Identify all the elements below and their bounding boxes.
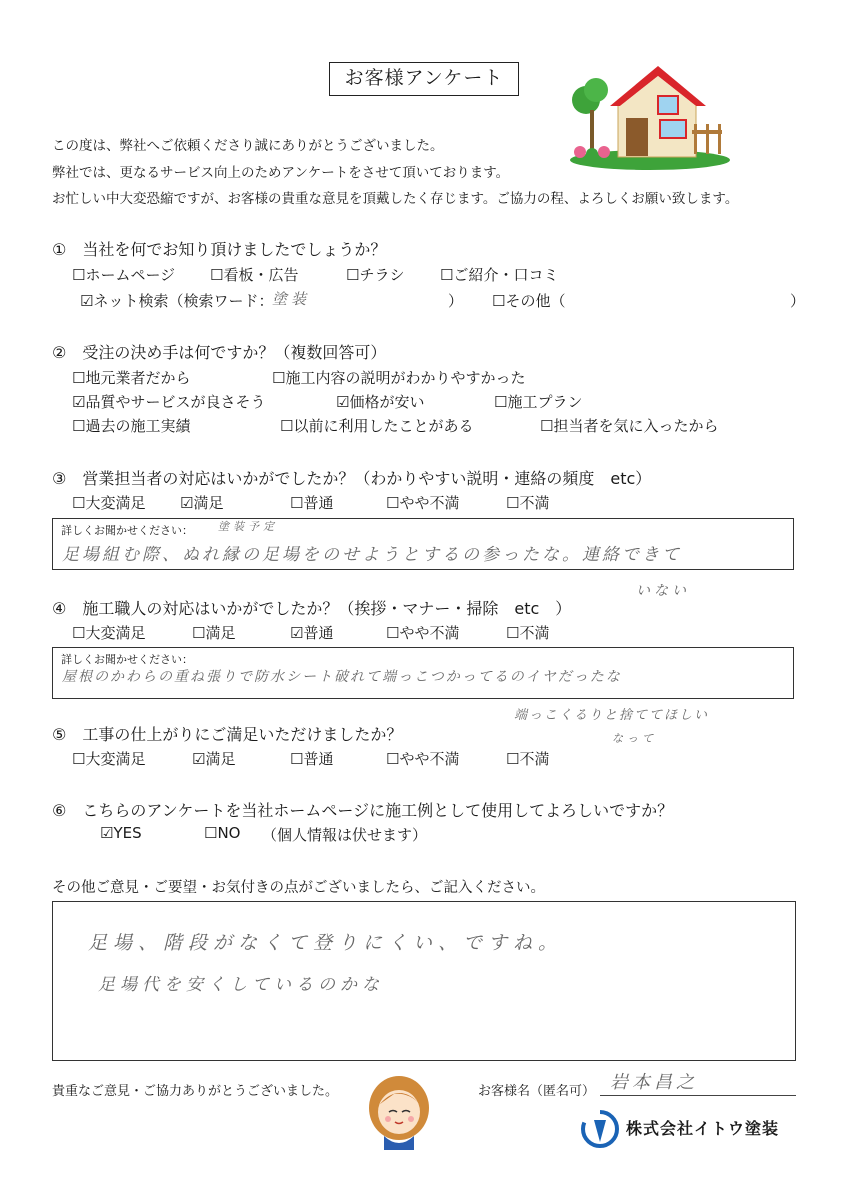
q4-option-satisfied[interactable]: ☐ 満足 xyxy=(192,622,235,643)
q4-detail-label: 詳しくお聞かせください： xyxy=(61,653,193,666)
q5-option-satisfied[interactable]: ☑満足 xyxy=(192,750,236,768)
q6-note: （個人情報は伏せます） xyxy=(262,826,428,844)
name-label: お客様名（匿名可） xyxy=(478,1084,596,1099)
question-5: ⑤ 工事の仕上がりにご満足いただけましたか？ xyxy=(52,725,403,744)
intro-line-2: 弊社では、更なるサービス向上のためアンケートをさせて頂いております。 xyxy=(52,165,510,181)
q3-detail-label: 詳しくお聞かせください： xyxy=(61,524,193,537)
q1-net-search-close: ） xyxy=(448,292,464,310)
question-2: ② 受注の決め手は何ですか？（複数回答可） xyxy=(52,343,387,362)
q1-option-signboard[interactable]: ☐ 看板・広告 xyxy=(210,264,298,285)
q3-option-very-satisfied[interactable]: ☐ 大変満足 xyxy=(72,492,145,513)
q3-handwritten-line-1: 足場組む際、ぬれ縁の足場をのせようとするの参ったな。連絡できて xyxy=(62,545,682,565)
q1-option-other[interactable]: ☐ その他（ xyxy=(492,290,565,311)
comments-prompt: その他ご意見・ご要望・お気付きの点がございましたら、ご記入ください。 xyxy=(52,880,545,896)
company-name: 株式会社イトウ塗装 xyxy=(626,1119,780,1138)
q1-option-net-search[interactable]: ☑ネット検索（検索ワード： xyxy=(80,292,274,310)
q6-option-no[interactable]: ☐ NO xyxy=(204,824,240,842)
footer-thanks: 貴重なご意見・ご協力ありがとうございました。 xyxy=(52,1084,339,1099)
q3-handwritten-note: 塗装予定 xyxy=(218,520,278,533)
q3-option-somewhat-dissatisfied[interactable]: ☐ やや不満 xyxy=(386,492,459,513)
q3-option-neutral[interactable]: ☐ 普通 xyxy=(290,492,333,513)
q2-option-used-before[interactable]: ☐ 以前に利用したことがある xyxy=(280,415,473,436)
question-1: ① 当社を何でお知り頂けましたでしょうか？ xyxy=(52,240,387,259)
q1-option-referral[interactable]: ☐ ご紹介・口コミ xyxy=(440,264,558,285)
q5-option-neutral[interactable]: ☐ 普通 xyxy=(290,748,333,769)
q2-option-local[interactable]: ☐ 地元業者だから xyxy=(72,367,190,388)
q4-handwritten-line-3: なって xyxy=(612,732,657,745)
q2-option-plan[interactable]: ☐ 施工プラン xyxy=(494,391,582,412)
intro-line-1: この度は、弊社へご依頼くださり誠にありがとうございました。 xyxy=(52,138,444,154)
name-underline xyxy=(600,1095,796,1096)
q2-option-quality[interactable]: ☑品質やサービスが良さそう xyxy=(72,393,266,411)
q3-option-dissatisfied[interactable]: ☐ 不満 xyxy=(506,492,549,513)
q4-option-somewhat-dissatisfied[interactable]: ☐ やや不満 xyxy=(386,622,459,643)
company-logo-icon xyxy=(580,1108,620,1150)
q6-option-yes[interactable]: ☑YES xyxy=(100,824,142,842)
q4-handwritten-line-2: 端っこくるりと捨ててほしい xyxy=(514,708,710,723)
name-value[interactable]: 岩本昌之 xyxy=(610,1072,698,1093)
q2-option-staff[interactable]: ☐ 担当者を気に入ったから xyxy=(540,415,718,436)
q2-option-past-work[interactable]: ☐ 過去の施工実績 xyxy=(72,415,190,436)
comments-line-1: 足場、階段がなくて登りにくい、ですね。 xyxy=(88,932,564,954)
q4-option-neutral[interactable]: ☑普通 xyxy=(290,624,334,642)
q1-other-close: ） xyxy=(790,292,806,310)
q5-option-dissatisfied[interactable]: ☐ 不満 xyxy=(506,748,549,769)
q1-option-homepage[interactable]: ☐ ホームページ xyxy=(72,264,175,285)
page-title: お客様アンケート xyxy=(329,62,519,96)
q1-net-search-value: 塗装 xyxy=(272,290,311,308)
q5-option-very-satisfied[interactable]: ☐ 大変満足 xyxy=(72,748,145,769)
q4-option-very-satisfied[interactable]: ☐ 大変満足 xyxy=(72,622,145,643)
q2-option-price[interactable]: ☑価格が安い xyxy=(336,393,425,411)
question-3: ③ 営業担当者の対応はいかがでしたか？（わかりやすい説明・連絡の頻度 etc） xyxy=(52,469,652,488)
house-illustration xyxy=(566,60,734,170)
intro-line-3: お忙しい中大変恐縮ですが、お客様の貴重な意見を頂戴したく存じます。ご協力の程、よろしくお願い致します。 xyxy=(52,191,739,207)
girl-illustration xyxy=(364,1074,434,1150)
q3-option-satisfied[interactable]: ☑満足 xyxy=(180,494,224,512)
q4-handwritten-line-1: 屋根のかわらの重ね張りで防水シート破れて端っこつかってるのイヤだったな xyxy=(62,669,622,685)
question-4: ④ 施工職人の対応はいかがでしたか？（挨拶・マナー・掃除 etc ） xyxy=(52,599,572,618)
q4-option-dissatisfied[interactable]: ☐ 不満 xyxy=(506,622,549,643)
q1-option-flyer[interactable]: ☐ チラシ xyxy=(346,264,404,285)
comments-line-2: 足場代を安くしているのかな xyxy=(98,975,384,995)
q3-handwritten-line-2: いない xyxy=(636,583,690,599)
q2-option-explanation[interactable]: ☐ 施工内容の説明がわかりやすかった xyxy=(272,367,525,388)
question-6: ⑥ こちらのアンケートを当社ホームページに施工例として使用してよろしいですか？ xyxy=(52,801,674,820)
q5-option-somewhat-dissatisfied[interactable]: ☐ やや不満 xyxy=(386,748,459,769)
